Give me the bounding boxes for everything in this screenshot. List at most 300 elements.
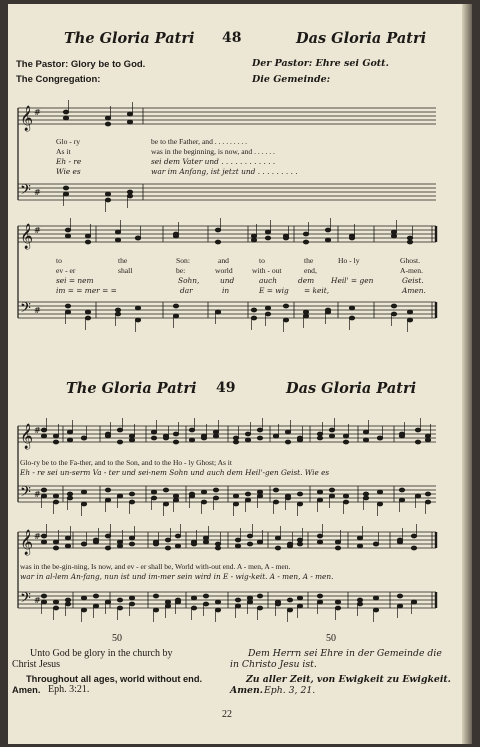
note-head [329,434,334,438]
note-head [415,494,420,498]
note-head [213,430,218,434]
note-head [335,606,340,610]
note-head [297,492,302,496]
h48-l1-lyric-en1b: be to the Father, and . . . . . . . . . [151,137,248,146]
verse50-en-line2: Christ Jesus [12,659,61,670]
note-head [173,494,178,498]
note-head [129,596,134,600]
note-head [235,538,240,542]
note-head [251,234,256,238]
note-head [215,546,220,550]
lyric: und [220,276,235,285]
note-head [93,594,98,598]
note-head [201,490,206,494]
note-head [41,594,46,598]
note-head [425,500,430,504]
note-head [163,502,168,506]
note-head [93,604,98,608]
staff [18,302,436,318]
note-head [53,440,58,444]
note-head [117,428,122,432]
note-head [81,608,86,612]
note-head [317,432,322,436]
note-head [191,542,196,546]
hymn48-number: 48 [222,30,242,46]
note-head [41,428,46,432]
note-head [233,436,238,440]
note-head [215,600,220,604]
note-head [297,596,302,600]
lyric: Amen. [402,286,426,295]
note-head [203,594,208,598]
h48-l1-lyric-en2a: As it [56,147,71,156]
note-head [105,546,110,550]
lyric: Ho - ly [338,256,360,265]
hymn49-title-german: Das Gloria Patri [286,380,417,397]
note-head [165,546,170,550]
note-head [127,120,132,124]
bass-clef-icon: 𝄢 [20,182,31,202]
note-head [343,500,348,504]
lyric: shall [118,266,133,275]
sharp-icon: # [34,426,41,435]
sheet-music [8,4,472,744]
note-head [425,438,430,442]
note-head [415,440,420,444]
note-head [265,236,270,240]
note-head [129,542,134,546]
note-head [349,316,354,320]
lyric: to [56,256,62,265]
note-head [129,536,134,540]
note-head [343,494,348,498]
h49-line2-lyric-english: was in the be-gin-ning, Is now, and ev - er shall be, World with-out end. A - men, A - men. [20,562,291,571]
verse50-en-line1: Unto God be glory in the church by [30,648,173,659]
note-head [399,434,404,438]
note-head [85,234,90,238]
lyric: dem [298,276,315,285]
staff [18,108,436,124]
note-head [63,192,68,196]
note-head [85,310,90,314]
note-head [65,234,70,238]
note-head [115,238,120,242]
staff [18,486,436,502]
note-head [105,600,110,604]
note-head [85,316,90,320]
note-head [245,498,250,502]
sharp-icon: # [34,188,41,197]
note-head [373,542,378,546]
note-head [135,236,140,240]
note-head [117,540,122,544]
note-head [257,428,262,432]
note-head [63,186,68,190]
note-head [235,598,240,602]
note-head [105,488,110,492]
verse50-de-line2: in Christo Jesu ist. [230,659,317,670]
verse50-de-line1: Dem Herrn sei Ehre in der Gemeinde die [248,648,442,659]
note-head [397,594,402,598]
lyric: Sohn, [178,276,200,285]
note-head [257,540,262,544]
note-head [373,608,378,612]
note-head [357,544,362,548]
lyric: ev - er [56,266,76,275]
note-head [127,190,132,194]
note-head [67,496,72,500]
note-head [357,598,362,602]
note-head [247,596,252,600]
note-head [325,228,330,232]
note-head [407,310,412,314]
note-head [53,434,58,438]
note-head [117,598,122,602]
hymn48-title-english: The Gloria Patri [64,30,195,47]
note-head [165,538,170,542]
page-number: 22 [222,709,232,720]
note-head [65,544,70,548]
note-head [285,440,290,444]
note-head [257,594,262,598]
verse50-en-line3: Throughout all ages, world without end. [26,674,203,684]
bass-clef-icon: 𝄢 [20,300,31,320]
note-head [287,598,292,602]
note-head [175,534,180,538]
staff [18,532,436,548]
note-head [363,496,368,500]
note-head [349,306,354,310]
note-head [349,236,354,240]
note-head [397,540,402,544]
note-head [213,434,218,438]
note-head [215,310,220,314]
note-head [297,438,302,442]
note-head [335,546,340,550]
h48-l1-lyric-en1a: Glo - ry [56,137,81,146]
sharp-icon: # [34,596,41,605]
note-head [215,542,220,546]
note-head [173,432,178,436]
note-head [53,540,58,544]
note-head [151,436,156,440]
note-head [65,536,70,540]
note-head [297,542,302,546]
note-head [175,544,180,548]
note-head [63,116,68,120]
lyric: Heil' = gen [331,276,374,285]
lyric: world [215,266,233,275]
note-head [163,434,168,438]
note-head [251,238,256,242]
lyric: = keit, [304,286,330,295]
h48-l1-lyric-en2b: was in the beginning, is now, and . . . . . . [151,147,275,156]
note-head [173,304,178,308]
staff [18,592,436,608]
lyric: im = = mer = = [56,286,117,295]
note-head [275,546,280,550]
verse50-en-amen: Amen. [12,685,41,695]
pastor-line-english: The Pastor: Glory be to God. [16,59,146,70]
note-head [303,240,308,244]
staff [18,426,436,442]
note-head [85,240,90,244]
note-head [67,438,72,442]
note-head [153,594,158,598]
verse50-de-line3: Zu aller Zeit, von Ewigkeit zu Ewigkeit. [246,674,451,685]
note-head [53,494,58,498]
verse50-number-german: 50 [326,633,336,644]
note-head [41,540,46,544]
note-head [165,604,170,608]
note-head [329,494,334,498]
note-head [303,232,308,236]
note-head [67,492,72,496]
note-head [53,606,58,610]
note-head [415,428,420,432]
h48-l1-lyric-de1b: sei dem Vater und . . . . . . . . . . . . [151,157,276,166]
note-head [411,546,416,550]
note-head [343,440,348,444]
treble-clef-icon: 𝄞 [20,106,34,131]
note-head [257,606,262,610]
lyric: Geist. [402,276,424,285]
note-head [273,500,278,504]
note-head [135,318,140,322]
note-head [129,492,134,496]
note-head [189,494,194,498]
note-head [53,546,58,550]
note-head [53,600,58,604]
note-head [275,602,280,606]
note-head [325,310,330,314]
note-head [317,498,322,502]
lyric: to [259,256,265,265]
bass-clef-icon: 𝄢 [20,484,31,504]
verse50-number-english: 50 [112,633,122,644]
note-head [391,234,396,238]
note-head [153,608,158,612]
sharp-icon: # [34,532,41,541]
verse50-de-amen: Amen. [230,685,263,696]
note-head [399,488,404,492]
note-head [203,540,208,544]
note-head [65,304,70,308]
note-head [425,492,430,496]
note-head [335,540,340,544]
note-head [329,428,334,432]
note-head [329,488,334,492]
note-head [251,316,256,320]
lyric: the [118,256,128,265]
verse50-de-reference: Eph. 3, 21. [264,685,316,696]
note-head [115,230,120,234]
note-head [317,594,322,598]
note-head [129,438,134,442]
note-head [233,440,238,444]
note-head [189,438,194,442]
note-head [117,440,122,444]
note-head [391,230,396,234]
note-head [63,110,68,114]
note-head [407,236,412,240]
note-head [65,598,70,602]
note-head [407,318,412,322]
note-head [201,436,206,440]
note-head [201,500,206,504]
note-head [153,540,158,544]
note-head [235,544,240,548]
note-head [127,112,132,116]
note-head [105,198,110,202]
note-head [175,600,180,604]
note-head [151,490,156,494]
note-head [105,122,110,126]
note-head [117,494,122,498]
lyric: with - out [252,266,282,275]
note-head [173,234,178,238]
note-head [343,434,348,438]
staff [18,184,436,200]
note-head [117,544,122,548]
note-head [265,312,270,316]
note-head [151,430,156,434]
hymn49-number: 49 [216,380,236,396]
h49-line2-lyric-german: war in al-lem An-fang, nun ist und im-mer sein wird in E - wig-keit. A - men, A - men. [20,572,334,581]
note-head [67,430,72,434]
note-head [283,304,288,308]
note-head [391,304,396,308]
note-head [357,602,362,606]
lyric: the [304,256,314,265]
note-head [105,534,110,538]
lyric: sei = nem [56,276,94,285]
note-head [317,540,322,544]
lyric: dar [180,286,193,295]
lyric: Son: [176,256,190,265]
lyric: in [222,286,230,295]
note-head [273,434,278,438]
note-head [317,534,322,538]
note-head [81,596,86,600]
note-head [65,228,70,232]
note-head [377,436,382,440]
note-head [213,488,218,492]
note-head [317,436,322,440]
note-head [285,496,290,500]
note-head [245,438,250,442]
note-head [203,602,208,606]
note-head [151,496,156,500]
note-head [245,492,250,496]
note-head [41,434,46,438]
note-head [105,116,110,120]
bass-clef-icon: 𝄢 [20,590,31,610]
lyric: end, [304,266,317,275]
note-head [65,602,70,606]
note-head [325,238,330,242]
note-head [81,436,86,440]
note-head [285,430,290,434]
note-head [297,604,302,608]
note-head [399,498,404,502]
note-head [377,490,382,494]
h49-line1-lyric-english: Glo-ry be to the Fa-ther, and to the Son, and to the Ho - ly Ghost; As it [20,458,232,467]
note-head [283,318,288,322]
note-head [129,500,134,504]
note-head [335,600,340,604]
note-head [303,310,308,314]
note-head [81,502,86,506]
lyric: auch [259,276,278,285]
note-head [283,234,288,238]
note-head [245,432,250,436]
sharp-icon: # [34,306,41,315]
note-head [275,536,280,540]
note-head [191,606,196,610]
note-head [297,502,302,506]
note-head [233,494,238,498]
note-head [93,540,98,544]
note-head [257,490,262,494]
treble-clef-icon: 𝄞 [20,530,34,555]
note-head [165,600,170,604]
note-head [303,314,308,318]
note-head [135,306,140,310]
note-head [287,544,292,548]
note-head [213,496,218,500]
lyric: Ghost. [400,256,421,265]
lyric: A-men. [400,266,423,275]
note-head [173,498,178,502]
note-head [215,228,220,232]
note-head [53,500,58,504]
note-head [105,498,110,502]
lyric: be: [176,266,186,275]
h48-l1-lyric-de1a: Eh - re [56,157,82,166]
note-head [397,604,402,608]
note-head [265,230,270,234]
note-head [373,596,378,600]
hymn49-title-english: The Gloria Patri [66,380,197,397]
note-head [41,534,46,538]
note-head [233,502,238,506]
note-head [191,596,196,600]
note-head [127,194,132,198]
note-head [189,428,194,432]
note-head [215,240,220,244]
treble-clef-icon: 𝄞 [20,224,34,249]
note-head [287,608,292,612]
note-head [317,490,322,494]
note-head [115,312,120,316]
note-head [273,488,278,492]
note-head [173,440,178,444]
note-head [363,438,368,442]
note-head [391,312,396,316]
h48-l1-lyric-de2a: Wie es [56,167,81,176]
note-head [81,490,86,494]
note-head [105,434,110,438]
note-head [407,240,412,244]
note-head [317,600,322,604]
note-head [411,600,416,604]
note-head [247,600,252,604]
treble-clef-icon: 𝄞 [20,424,34,449]
sharp-icon: # [34,226,41,235]
lyric: and [218,256,229,265]
h48-l1-lyric-de2b: war im Anfang, ist jetzt und . . . . . . . . . [151,167,298,176]
